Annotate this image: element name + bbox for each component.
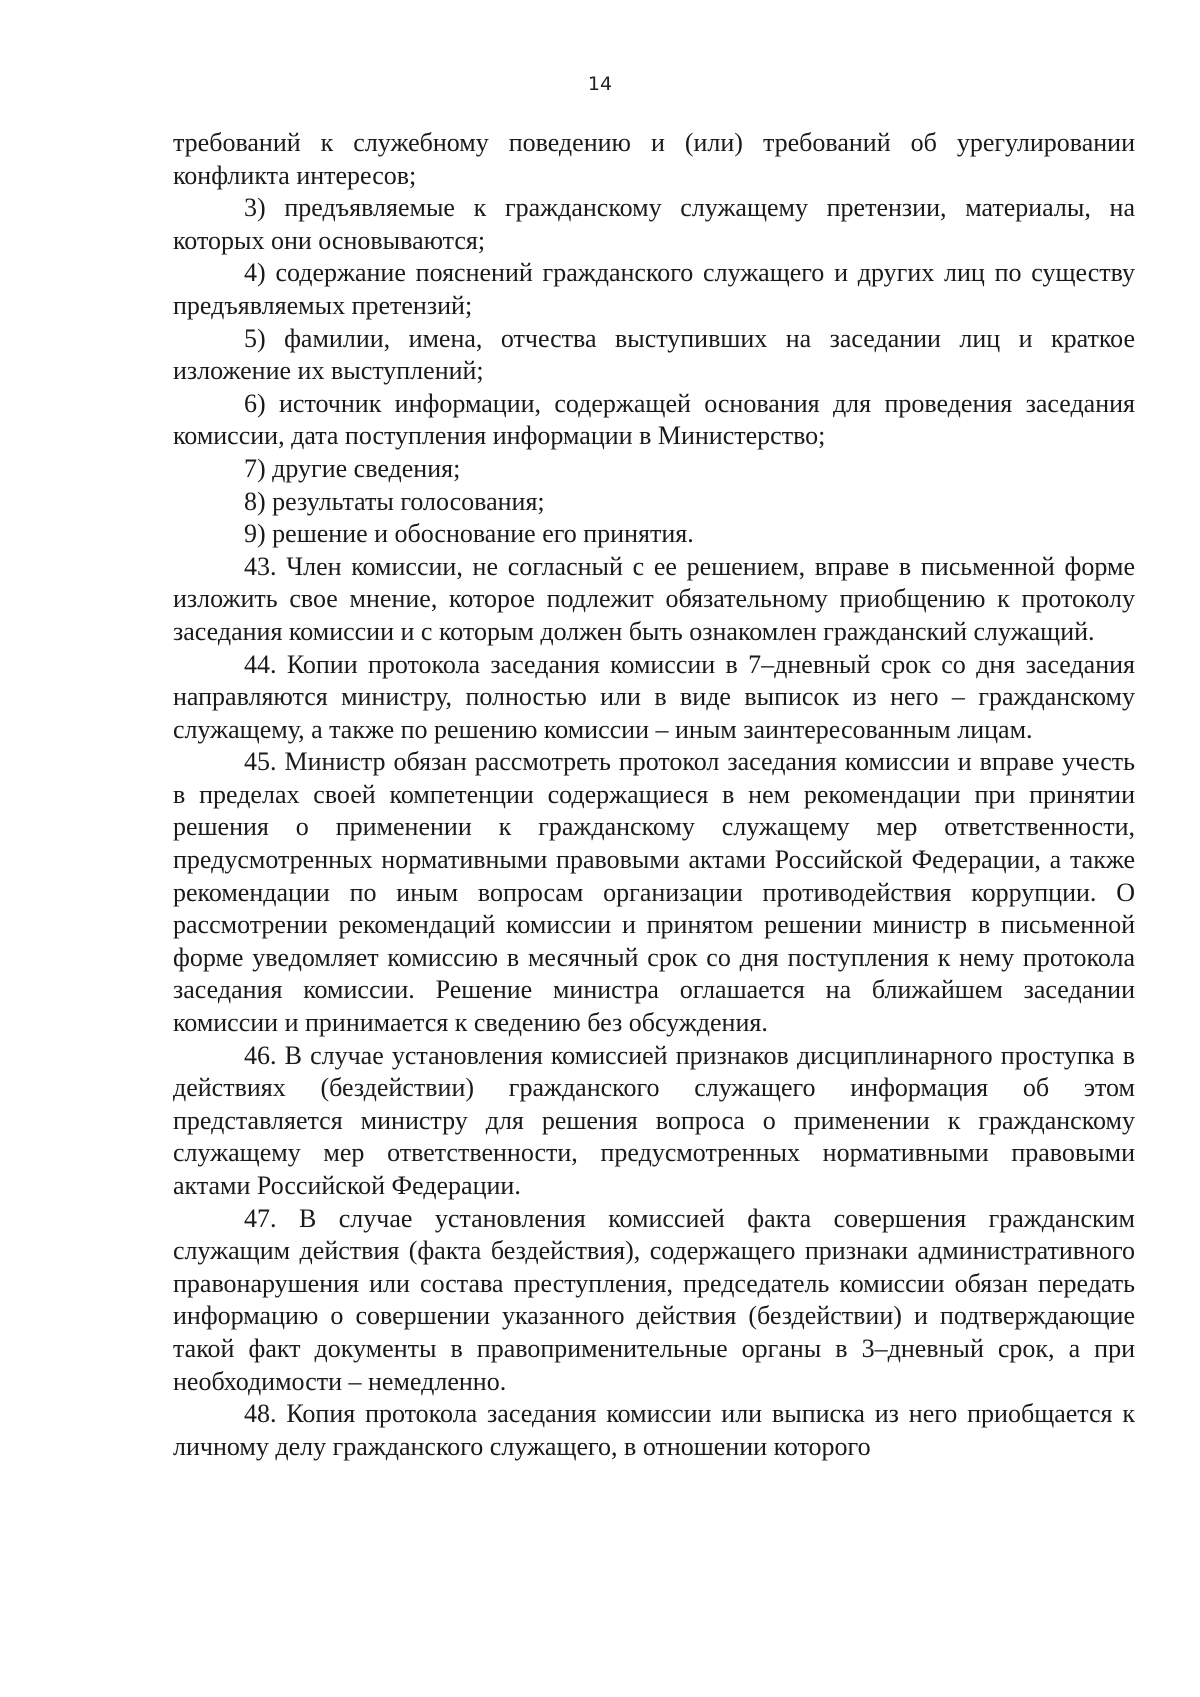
list-item-3: 3) предъявляемые к гражданскому служащему претензии, материалы, на которых они основываются; [173,193,1135,255]
list-item-9: 9) решение и обоснование его принятия. [244,519,694,549]
clause-47: 47. В случае установления комиссией факта совершения гражданским служащим действия (факта бездействия), содержащего признаки административного правонарушения или состава преступления, председатель комиссии обязан передать информацию о совершении указанного действия (бездействии) и подтверждающие такой факт документы в правоприменительные органы в 3–дневный срок, а при необходимости – немедленно. [173,1203,1135,1396]
clause-48: 48. Копия протокола заседания комиссии или выписка из него приобщается к личному делу гражданского служащего, в отношении которого [173,1399,1135,1461]
clause-44: 44. Копии протокола заседания комиссии в 7–дневный срок со дня заседания направляются министру, полностью или в виде выписок из него – гражданскому служащему, а также по решению комиссии – иным заинтересованным лицам. [173,649,1135,744]
list-item-7: 7) другие сведения; [244,453,461,483]
list-item-4: 4) содержание пояснений гражданского служащего и других лиц по существу предъявляемых претензий; [173,258,1135,320]
list-item-6: 6) источник информации, содержащей основания для проведения заседания комиссии, дата поступления информации в Министерство; [173,388,1135,451]
list-item-8: 8) результаты голосования; [244,486,545,516]
document-body [173,127,1135,1463]
clause-43: 43. Член комиссии, не согласный с ее решением, вправе в письменной форме изложить свое мнение, которое подлежит обязательному приобщению к протоколу заседания комиссии и с которым должен быть ознакомлен гражданский служащий. [173,551,1135,646]
clause-46: 46. В случае установления комиссией признаков дисциплинарного проступка в действиях (бездействии) гражданского служащего информация об этом представляется министру для решения вопроса о применении к гражданскому служащему мер ответственности, предусмотренных нормативными правовыми актами Российской Федерации. [173,1040,1135,1200]
page-number: 14 [587,73,613,95]
clause-45: 45. Министр обязан рассмотреть протокол заседания комиссии и вправе учесть в пределах своей компетенции содержащиеся в нем рекомендации при принятии решения о применении к гражданскому служащему мер ответственности, предусмотренных нормативными правовыми актами Российской Федерации, а также рекомендации по иным вопросам организации противодействия коррупции. О рассмотрении рекомендаций комиссии и принятом решении министр в письменной форме уведомляет комиссию в месячный срок со дня поступления к нему протокола заседания комиссии. Решение министра оглашается на ближайшем заседании комиссии и принимается к сведению без обсуждения. [173,747,1135,1038]
paragraph-continuation: требований к служебному поведению и (или) требований об урегулировании конфликта интересов; [173,128,1135,190]
list-item-5: 5) фамилии, имена, отчества выступивших на заседании лиц и краткое изложение их выступлений; [173,323,1135,386]
